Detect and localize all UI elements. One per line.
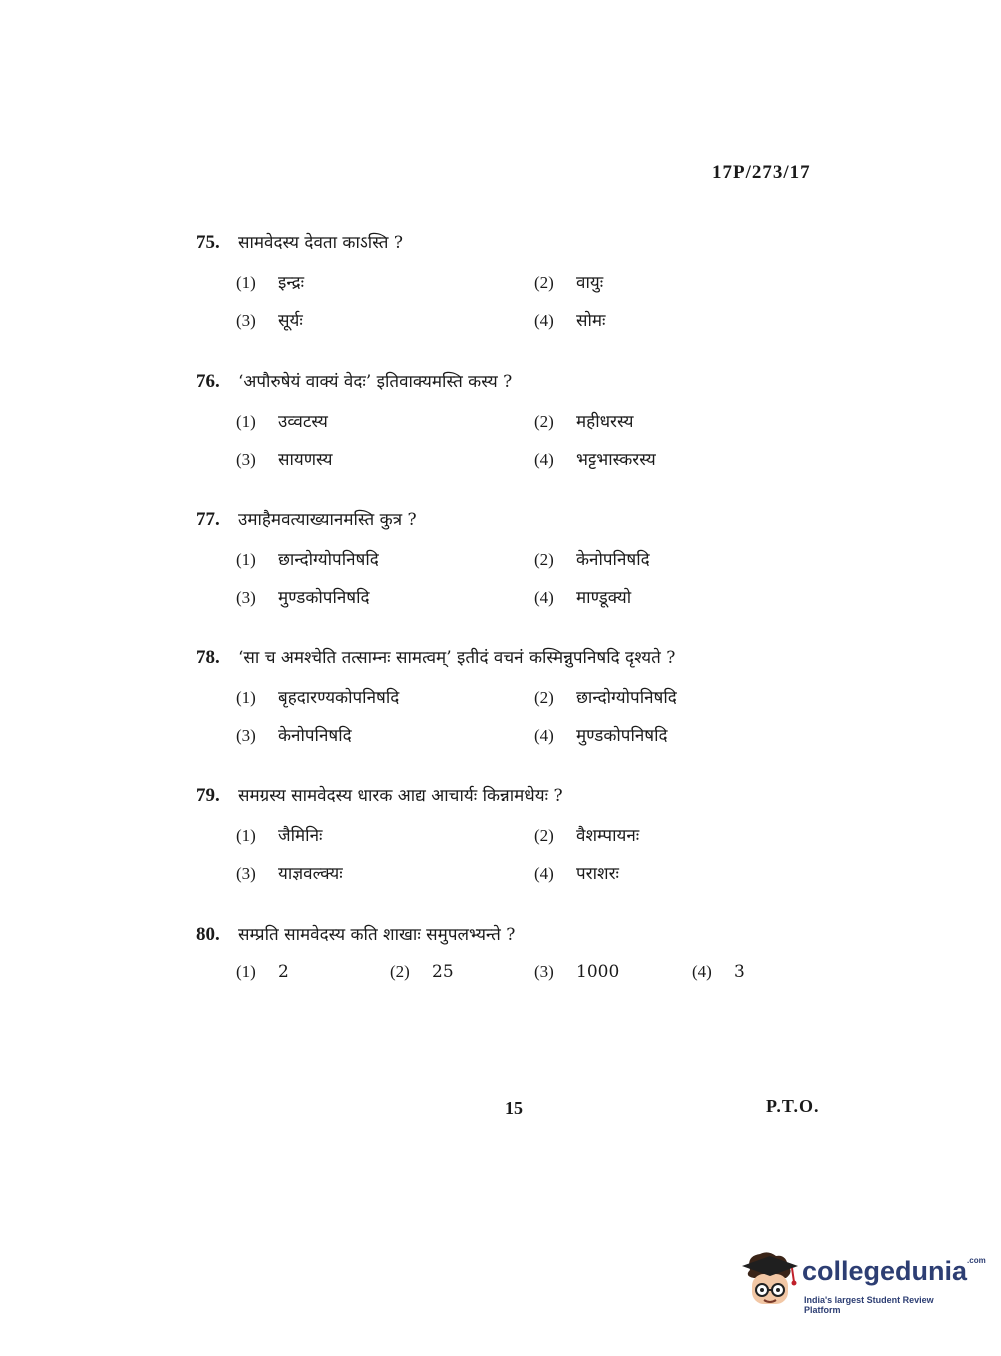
question-number: 80. [196,924,220,945]
question-text: उमाहैमवत्याख्यानमस्ति कुत्र ? [238,510,417,530]
question-78 [196,645,756,755]
option-2: (2) केनोपनिषदि [534,550,650,570]
option-1: (1) उव्वटस्य [236,412,328,432]
question-number: 75. [196,232,220,253]
question-number: 76. [196,371,220,392]
question-text: सामवेदस्य देवता काऽस्ति ? [238,233,404,253]
option-4: (4) पराशरः [534,864,619,884]
question-79 [196,783,756,893]
option-1: (1) जैमिनिः [236,826,323,846]
watermark-logo [740,1248,986,1318]
question-77 [196,507,756,617]
pto-label: P.T.O. [766,1096,820,1116]
mascot-icon [740,1250,800,1312]
option-3: (3) केनोपनिषदि [236,726,352,746]
option-3: (3) सूर्यः [236,311,303,331]
option-3: (3) सायणस्य [236,450,333,470]
question-number: 77. [196,509,220,530]
question-number: 78. [196,647,220,668]
question-text: ‘अपौरुषेयं वाक्यं वेदः’ इतिवाक्यमस्ति कस्य ? [238,372,513,392]
question-text: सम्प्रति सामवेदस्य कति शाखाः समुपलभ्यन्ते ? [238,925,516,945]
option-3: (3) 1000 [534,962,620,982]
option-4: (4) 3 [692,962,745,982]
question-number: 79. [196,785,220,806]
question-76 [196,369,756,479]
question-80 [196,922,756,992]
option-2: (2) वायुः [534,273,604,293]
option-2: (2) वैशम्पायनः [534,826,640,846]
option-1: (1) छान्दोग्योपनिषदि [236,550,379,570]
question-75 [196,230,756,340]
question-text: समग्रस्य सामवेदस्य धारक आद्य आचार्यः किन्नामधेयः ? [238,786,563,806]
option-4: (4) सोमः [534,311,606,331]
page-number: 15 [505,1098,523,1118]
option-2: (2) 25 [390,962,454,982]
option-1: (1) 2 [236,962,289,982]
option-4: (4) माण्डूक्यो [534,588,632,608]
paper-code: 17P/273/17 [712,162,811,183]
option-2: (2) महीधरस्य [534,412,634,432]
logo-wordmark: collegedunia$^{.com}$ [802,1256,986,1286]
option-3: (3) मुण्डकोपनिषदि [236,588,370,608]
option-2: (2) छान्दोग्योपनिषदि [534,688,677,708]
option-4: (4) भट्टभास्करस्य [534,450,656,470]
option-1: (1) इन्द्रः [236,273,305,293]
option-3: (3) याज्ञवल्क्यः [236,864,343,884]
option-4: (4) मुण्डकोपनिषदि [534,726,668,746]
question-text: ‘सा च अमश्चेति तत्साम्नः सामत्वम्’ इतीदं वचनं कस्मिन्नुपनिषदि दृश्यते ? [238,648,676,668]
logo-tagline: India's largest Student Review Platform [804,1295,934,1315]
option-1: (1) बृहदारण्यकोपनिषदि [236,688,400,708]
